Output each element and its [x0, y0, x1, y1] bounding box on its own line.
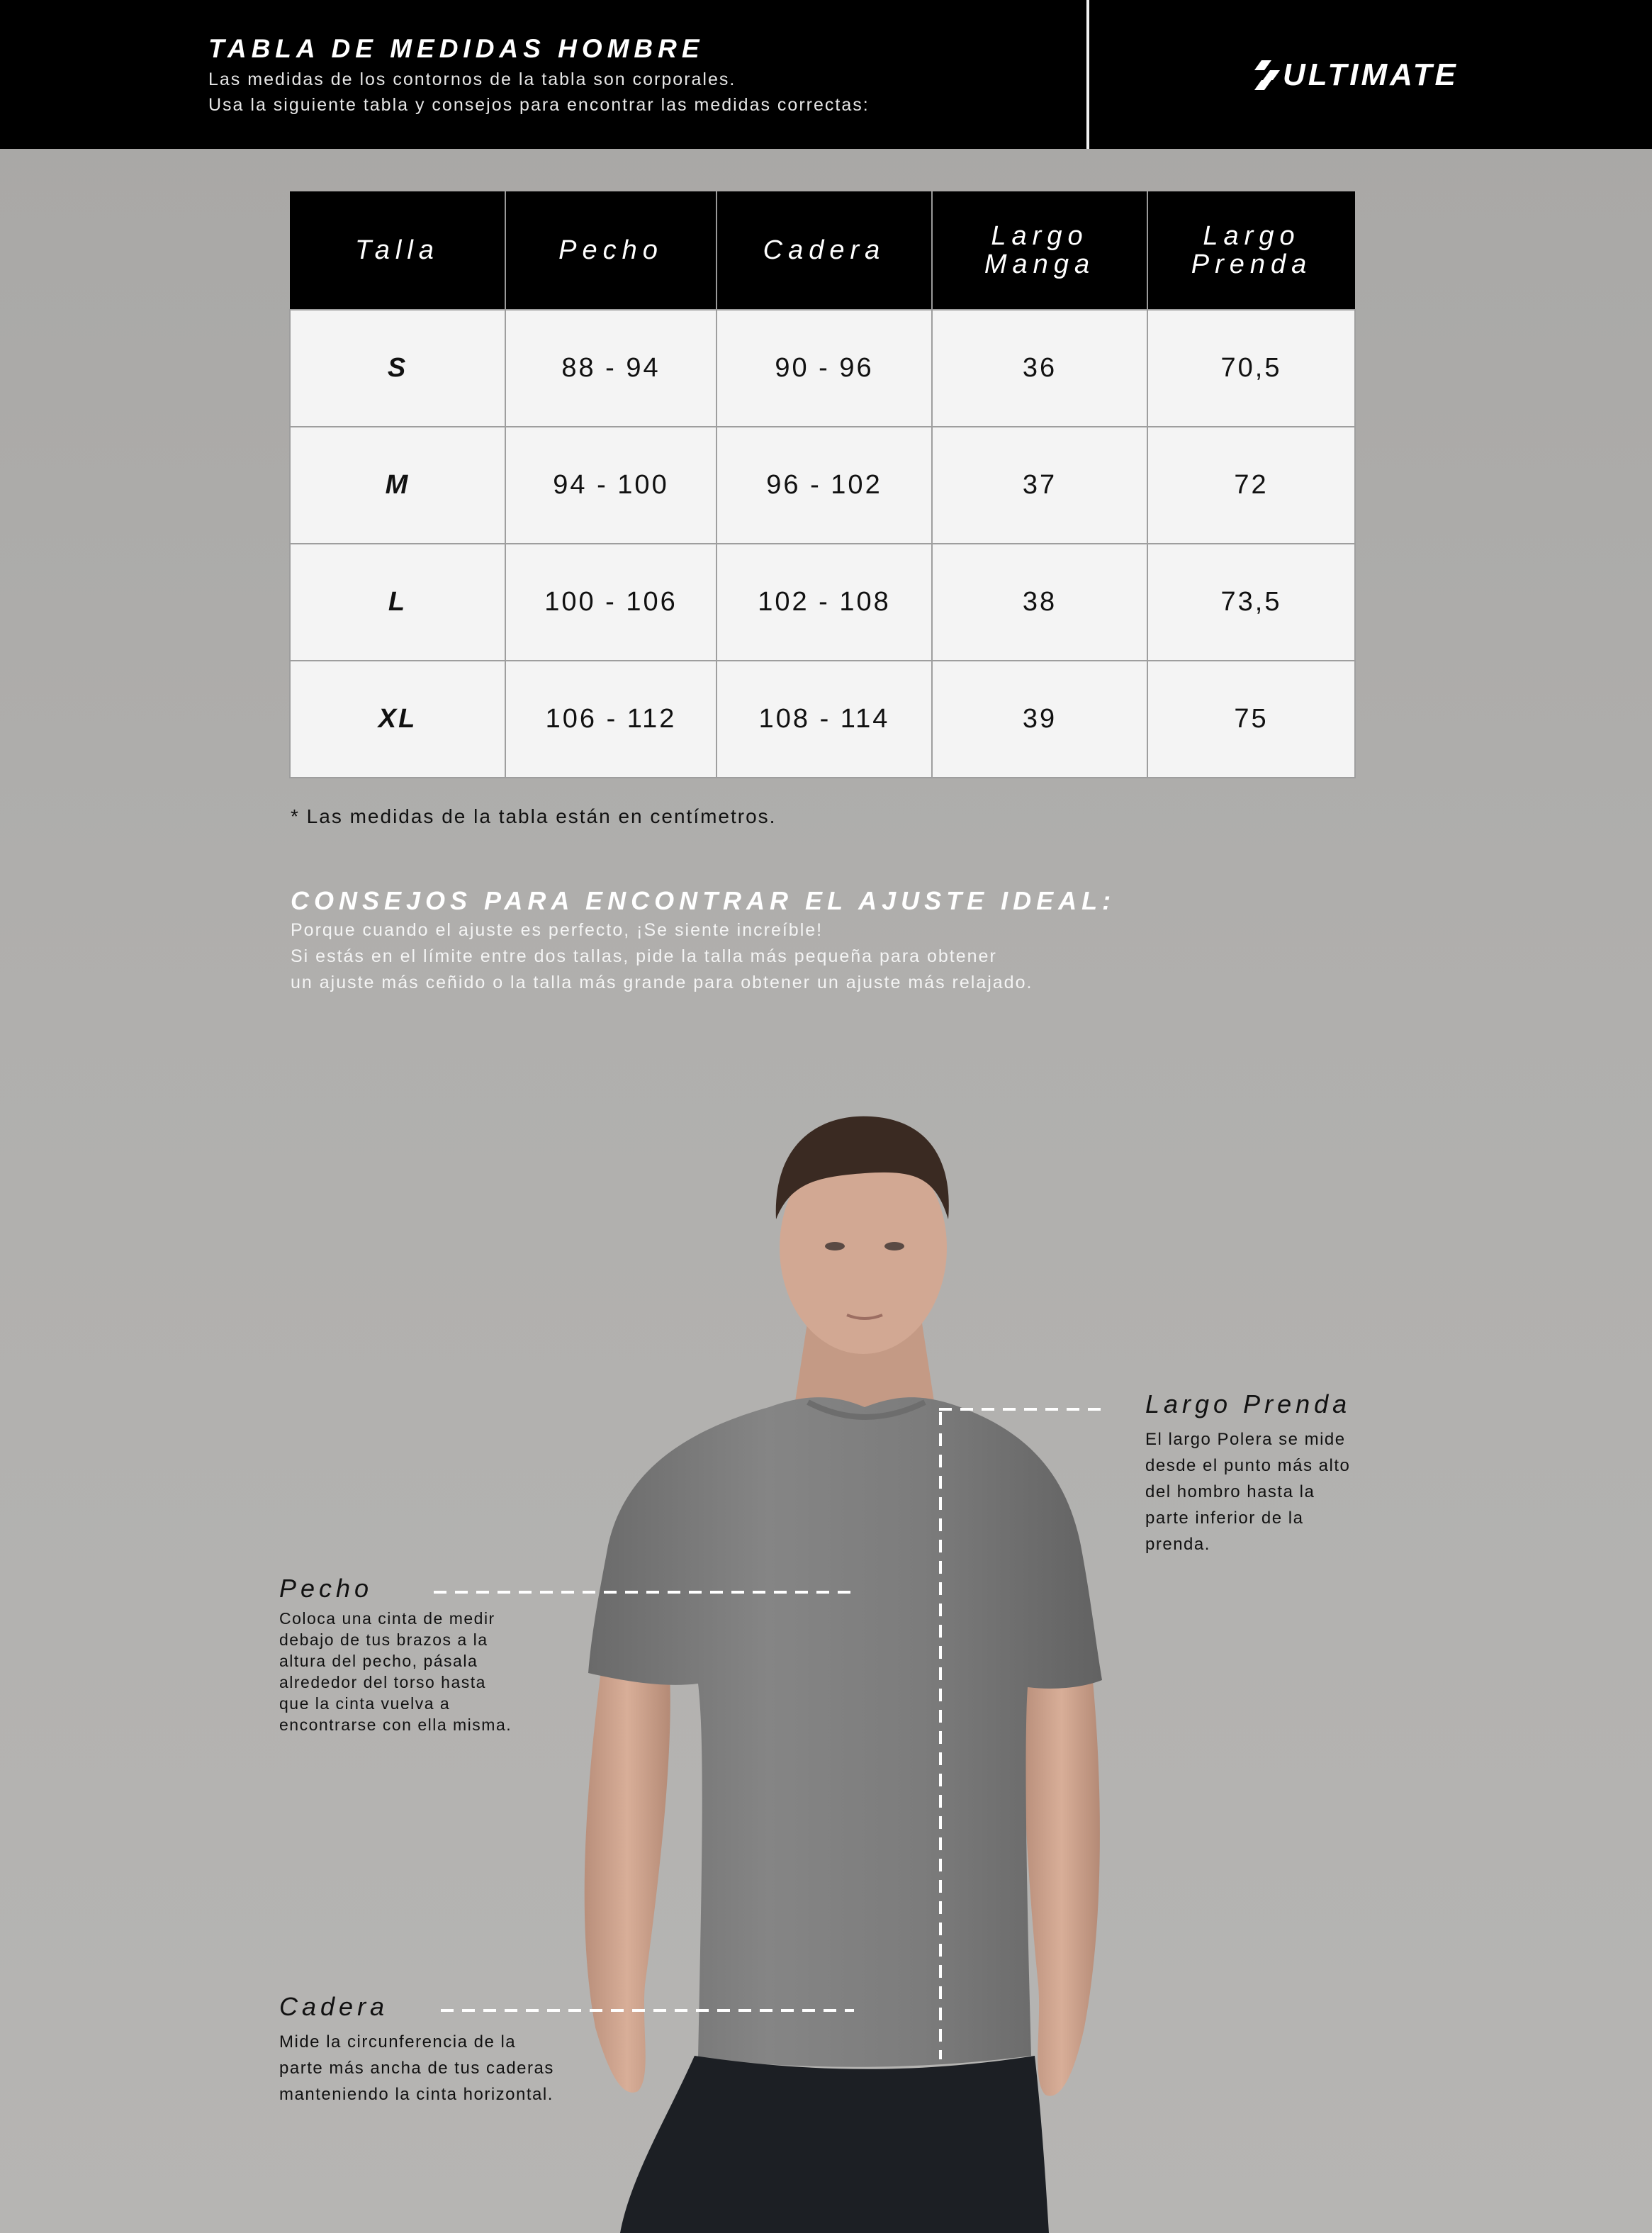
- tips-line-3: un ajuste más ceñido o la talla más grande para obtener un ajuste más relajado.: [291, 973, 1033, 992]
- size-cell: L: [290, 544, 505, 661]
- callout-largo-prenda-text: El largo Polera se mide desde el punto más alto del hombro hasta la parte inferior de la prenda.: [1145, 1430, 1351, 1554]
- cadera-cell: 108 - 114: [717, 661, 932, 778]
- largo-prenda-cell: 73,5: [1147, 544, 1355, 661]
- column-header-pecho: Pecho: [505, 191, 717, 310]
- largo-manga-cell: 37: [932, 427, 1147, 544]
- column-header-talla: Talla: [290, 191, 505, 310]
- callout-largo-prenda-title: Largo Prenda: [1145, 1389, 1352, 1418]
- largo-manga-cell: 38: [932, 544, 1147, 661]
- callout-pecho-text: Coloca una cinta de medir debajo de tus brazos a la altura del pecho, pásala alrededor del torso hasta que la cinta vuelva a encontrarse con ella misma.: [279, 1609, 512, 1734]
- size-cell: M: [290, 427, 505, 544]
- head-shape: [776, 1116, 949, 1354]
- cadera-cell: 90 - 96: [717, 310, 932, 427]
- units-note: * Las medidas de la tabla están en centímetros.: [291, 805, 777, 827]
- largo-manga-cell: 39: [932, 661, 1147, 778]
- tips-line-2: Si estás en el límite entre dos tallas, pide la talla más pequeña para obtener: [291, 946, 997, 966]
- largo-manga-cell: 36: [932, 310, 1147, 427]
- pecho-cell: 106 - 112: [505, 661, 717, 778]
- page-title: TABLA DE MEDIDAS HOMBRE: [208, 34, 704, 63]
- callout-cadera-title: Cadera: [279, 1992, 389, 2021]
- largo-prenda-cell: 72: [1147, 427, 1355, 544]
- size-cell: S: [290, 310, 505, 427]
- header-subtitle-line-2: Usa la siguiente tabla y consejos para encontrar las medidas correctas:: [208, 95, 870, 115]
- cadera-cell: 96 - 102: [717, 427, 932, 544]
- column-header-largo-manga: Largo Manga: [932, 191, 1147, 310]
- column-header-cadera: Cadera: [717, 191, 932, 310]
- size-cell: XL: [290, 661, 505, 778]
- cadera-cell: 102 - 108: [717, 544, 932, 661]
- largo-prenda-cell: 75: [1147, 661, 1355, 778]
- tips-title: CONSEJOS PARA ENCONTRAR EL AJUSTE IDEAL:: [291, 886, 1116, 915]
- pecho-cell: 94 - 100: [505, 427, 717, 544]
- header-subtitle-line-1: Las medidas de los contornos de la tabla son corporales.: [208, 69, 736, 89]
- brand-name: ULTIMATE: [1283, 57, 1459, 92]
- pecho-cell: 88 - 94: [505, 310, 717, 427]
- tips-line-1: Porque cuando el ajuste es perfecto, ¡Se siente increíble!: [291, 920, 824, 940]
- pants-shape: [620, 2056, 1049, 2233]
- callout-cadera-text: Mide la circunferencia de la parte más ancha de tus caderas manteniendo la cinta horizontal.: [279, 2032, 554, 2104]
- pecho-cell: 100 - 106: [505, 544, 717, 661]
- callout-pecho-title: Pecho: [279, 1574, 373, 1603]
- column-header-largo-prenda: Largo Prenda: [1147, 191, 1355, 310]
- largo-prenda-cell: 70,5: [1147, 310, 1355, 427]
